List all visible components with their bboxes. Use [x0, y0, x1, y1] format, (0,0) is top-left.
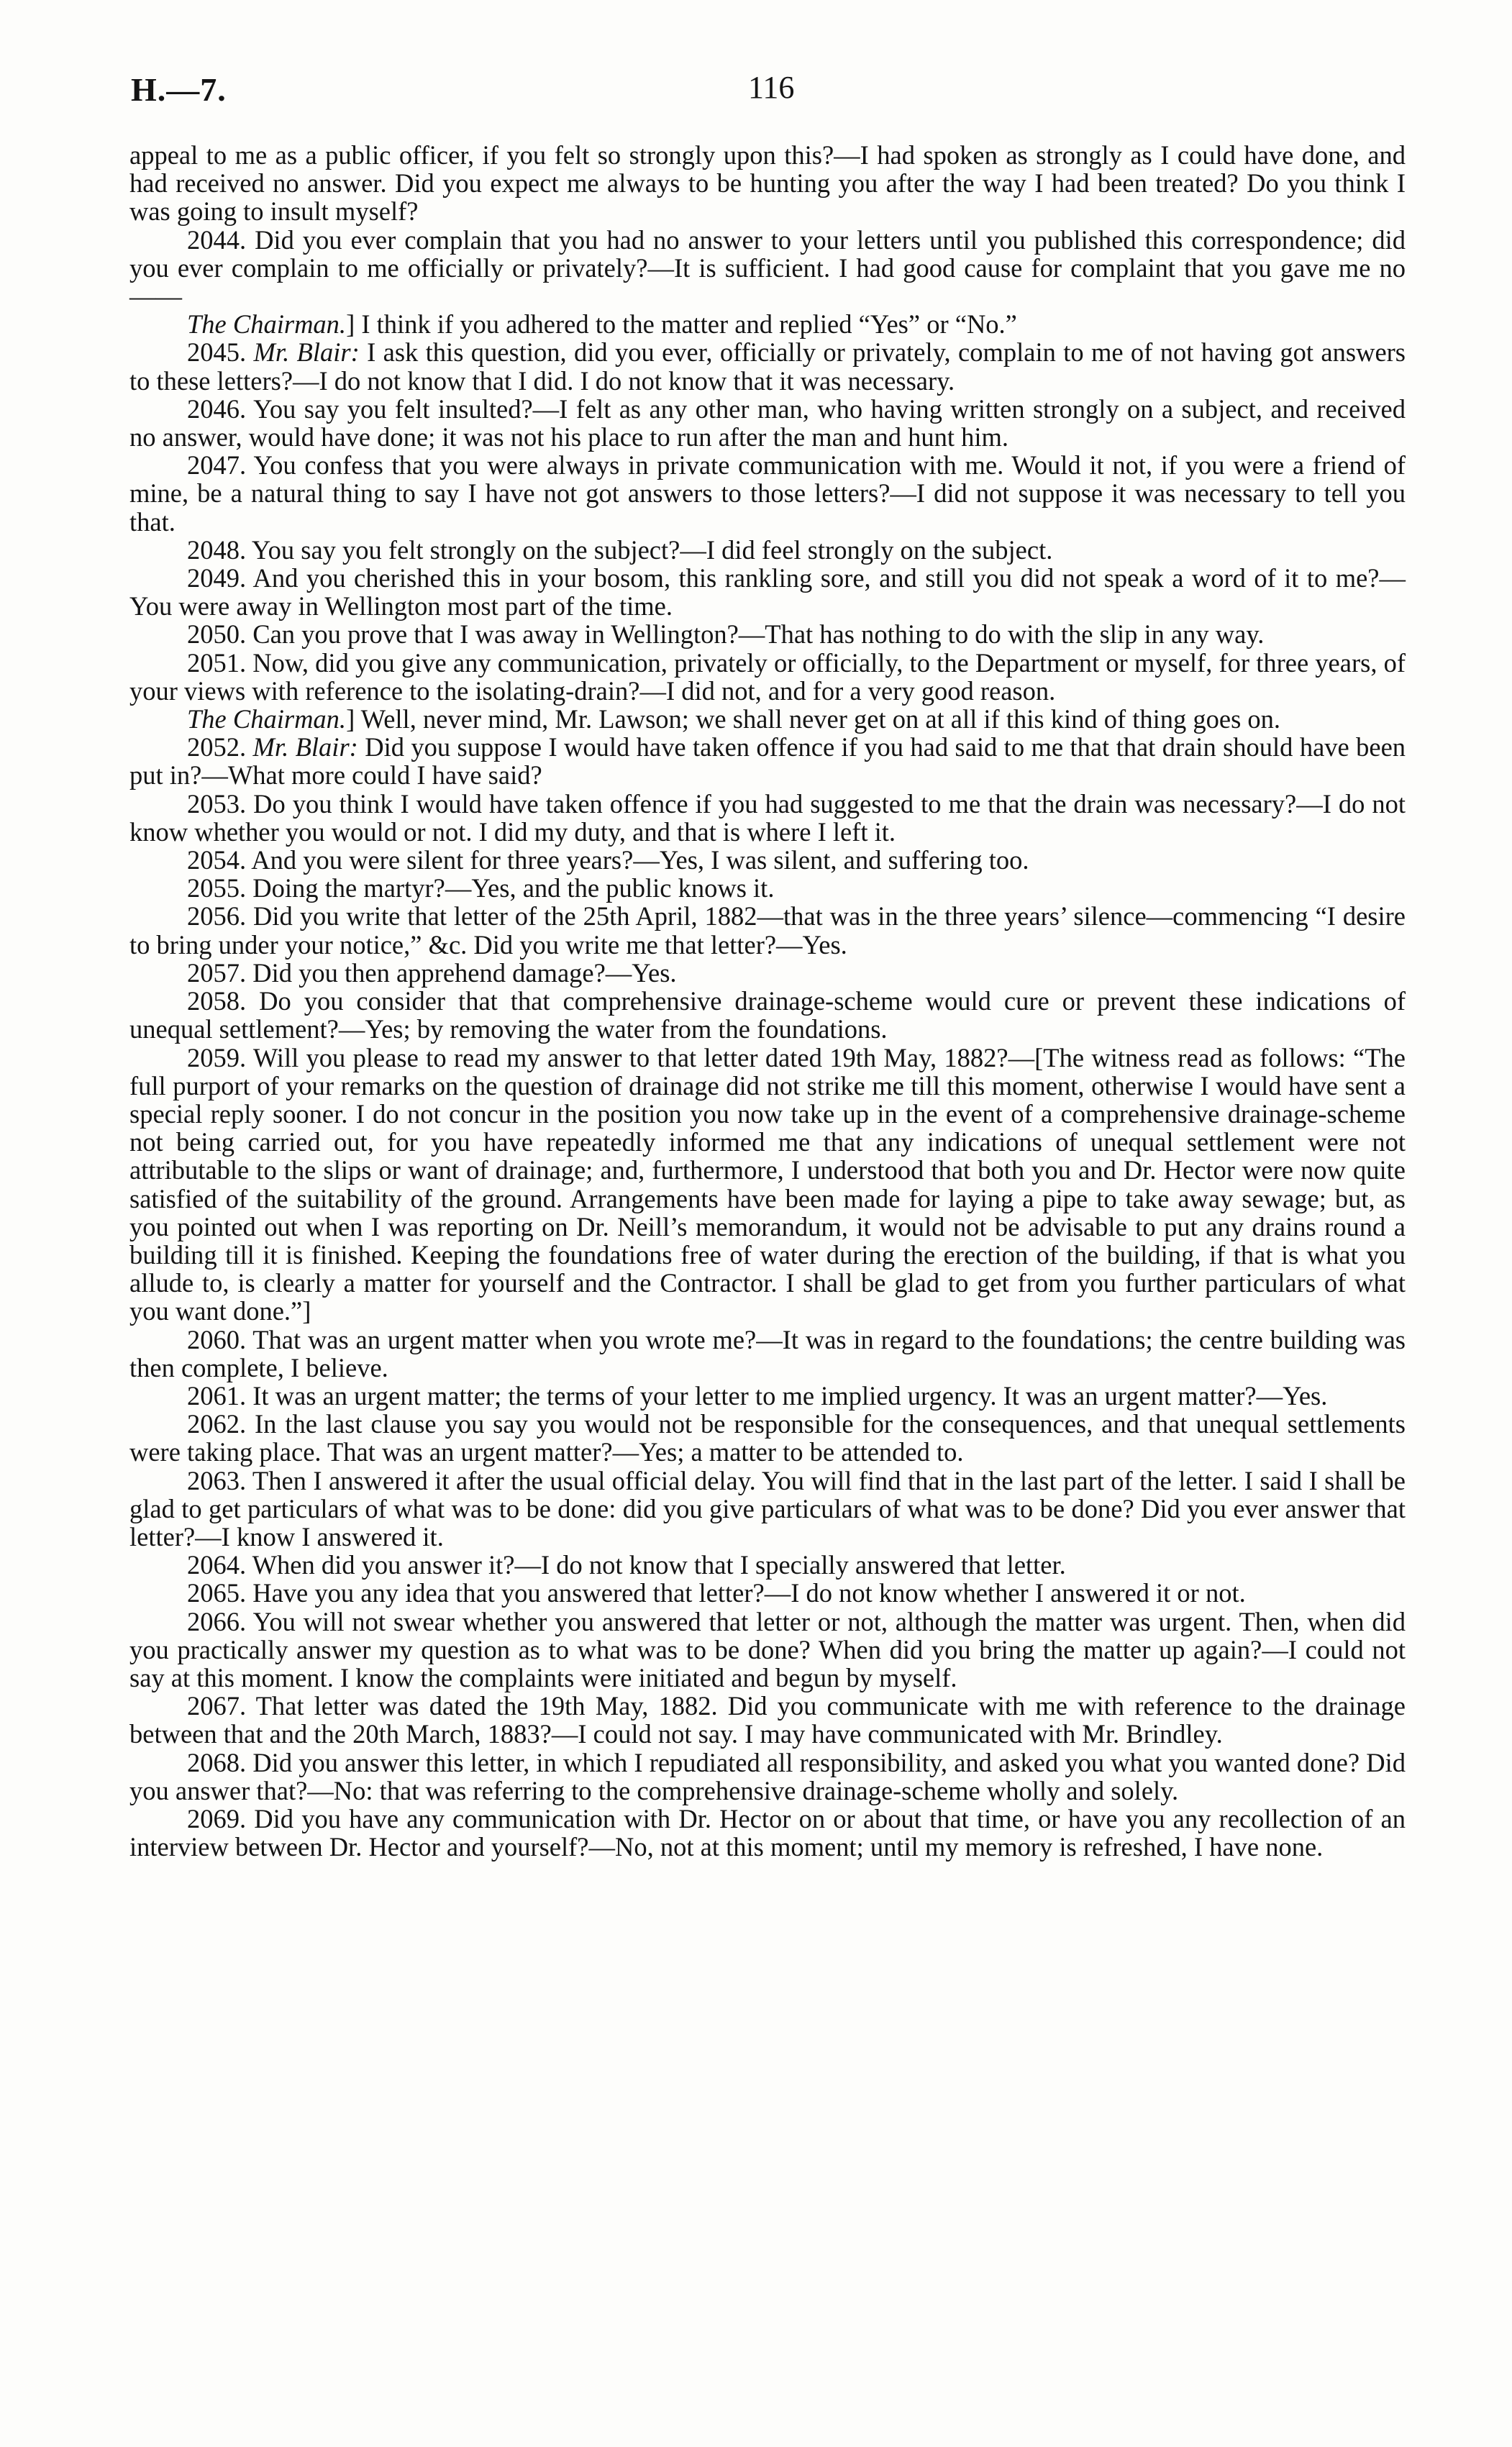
question-number: 2062. — [187, 1409, 255, 1439]
paragraph-text: Did you suppose I would have taken offence if you had said to me that that drain should have been put in?—What more could I have said? — [129, 732, 1406, 790]
question-number: 2055. — [187, 873, 253, 903]
evidence-paragraph — [129, 1749, 1406, 1805]
evidence-paragraph — [129, 451, 1406, 536]
question-number: 2051. — [187, 647, 253, 678]
paragraph-text: Doing the martyr?—Yes, and the public knows it. — [252, 873, 775, 903]
question-number: 2050. — [187, 619, 253, 650]
question-number: 2044. — [187, 224, 255, 255]
paragraph-text: Now, did you give any communication, privately or officially, to the Department or myself, for three years, of your views with reference to the isolating-drain?—I did not, and for a very good reason. — [129, 647, 1406, 706]
question-number: 2056. — [187, 901, 254, 931]
question-number: 2061. — [187, 1380, 253, 1411]
evidence-paragraph — [129, 141, 1406, 226]
evidence-paragraph — [129, 790, 1406, 846]
evidence-paragraph — [129, 1551, 1406, 1579]
paragraph-text: Then I answered it after the usual official delay. You will find that in the last part of the letter. I said I shall be glad to get particulars of what was to be done: did you give particulars of what was to be done? Did you ever answer that letter?—I know I answered it. — [129, 1465, 1406, 1551]
question-number: 2054. — [187, 845, 252, 875]
question-number: 2049. — [187, 563, 253, 593]
evidence-paragraph — [129, 536, 1406, 564]
paragraph-text: appeal to me as a public officer, if you felt so strongly upon this?—I had spoken as strongly as I could have done, and had received no answer. Did you expect me always to be hunting you after the way I had been treated? Do you think I was going to insult myself? — [129, 140, 1406, 227]
question-number: 2068. — [187, 1747, 253, 1777]
paragraph-text: Did you ever complain that you had no answer to your letters until you published this correspondence; did you ever complain to me officially or privately?—It is sufficient. I had good cause for complaint that you gave me no—— — [129, 224, 1406, 311]
paragraph-text: You confess that you were always in private communication with me. Would it not, if you were a friend of mine, be a natural thing to say I have not got answers to those letters?—I did not suppose it was necessary to tell you that. — [129, 450, 1406, 537]
paragraph-text: You will not swear whether you answered that letter or not, although the matter was urgent. Then, when did you practically answer my question as to what was to be done? When did you bring the matter up again?—I could not say at this moment. I know the complaints were initiated and begun by myself. — [129, 1606, 1406, 1692]
question-number: 2063. — [187, 1465, 252, 1495]
paragraph-text: And you were silent for three years?—Yes, I was silent, and suffering too. — [251, 845, 1029, 875]
question-number: 2046. — [187, 393, 254, 424]
evidence-paragraph — [129, 705, 1406, 733]
evidence-paragraph — [129, 1044, 1406, 1326]
question-number: 2048. — [187, 534, 252, 565]
paragraph-text: Can you prove that I was away in Wellington?—That has nothing to do with the slip in any way. — [252, 619, 1265, 650]
paragraph-text: Have you any idea that you answered that letter?—I do not know whether I answered it or not. — [252, 1578, 1246, 1608]
evidence-paragraph — [129, 874, 1406, 902]
question-number: 2059. — [187, 1042, 253, 1072]
speaker-name: The Chairman. — [187, 704, 347, 734]
paragraph-text: I ask this question, did you ever, officially or privately, complain to me of not having got answers to these letters?—I do not know that I did. I do not know that it was necessary. — [129, 337, 1406, 396]
question-number: 2058. — [187, 986, 260, 1016]
evidence-paragraph — [129, 1805, 1406, 1861]
evidence-paragraph — [129, 1608, 1406, 1692]
paragraph-text: Did you answer this letter, in which I repudiated all responsibility, and asked you what you wanted done? Did you answer that?—No: that was referring to the comprehensive drainage-scheme wholly and solely. — [129, 1747, 1406, 1805]
paragraph-text: Did you have any communication with Dr. Hector on or about that time, or have you any recollection of an interview between Dr. Hector and yourself?—No, not at this moment; until my memory is refreshed, I have none. — [129, 1803, 1406, 1862]
paragraph-text: Will you please to read my answer to that letter dated 19th May, 1882?—[The witness read as follows: “The full purport of your remarks on the question of drainage did not strike me till this moment, otherwise I would have sent a special reply sooner. I do not concur in the position you now take up in the event of a comprehensive drainage-scheme not being carried out, for you have repeatedly informed me that any indications of unequal settlement were not attributable to the slips or want of drainage; and, furthermore, I understood that both you and Dr. Hector were now quite satisfied of the suitability of the ground. Arrangements have been made for laying a pipe to take away sewage; but, as you pointed out when I was reporting on Dr. Neill’s memorandum, it would not be advisable to put any drains round a building till it is finished. Keeping the foundations free of water during the erection of the building, if that is what you allude to, is clearly a matter for yourself and the Contractor. I shall be glad to get from you further particulars of what you want done.”] — [129, 1042, 1406, 1326]
paragraph-text: Did you write that letter of the 25th April, 1882—that was in the three years’ silence—commencing “I desire to bring under your notice,” &c. Did you write me that letter?—Yes. — [129, 901, 1406, 960]
paragraph-text: That was an urgent matter when you wrote me?—It was in regard to the foundations; the centre building was then complete, I believe. — [129, 1324, 1406, 1382]
question-number: 2060. — [187, 1324, 253, 1354]
evidence-paragraph — [129, 959, 1406, 987]
paragraph-text: You say you felt strongly on the subject?—I did feel strongly on the subject. — [251, 534, 1053, 565]
evidence-paragraph — [129, 987, 1406, 1043]
evidence-paragraph — [129, 226, 1406, 311]
question-number: 2057. — [187, 957, 253, 988]
question-number: 2064. — [187, 1550, 252, 1580]
question-number: 2066. — [187, 1606, 253, 1636]
evidence-text — [129, 141, 1406, 1861]
paragraph-text: Do you think I would have taken offence if you had suggested to me that the drain was necessary?—I do not know whether you would or not. I did my duty, and that is where I left it. — [129, 788, 1406, 847]
document-reference: H.—7. — [131, 71, 227, 108]
question-number: 2069. — [187, 1803, 255, 1833]
paragraph-text: Did you then apprehend damage?—Yes. — [252, 957, 677, 988]
evidence-paragraph — [129, 649, 1406, 705]
question-number: 2065. — [187, 1578, 253, 1608]
speaker-name: Mr. Blair: — [253, 337, 360, 368]
paragraph-text: And you cherished this in your bosom, this rankling sore, and still you did not speak a word of it to me?—You were away in Wellington most part of the time. — [129, 563, 1406, 621]
evidence-paragraph — [129, 1326, 1406, 1382]
evidence-paragraph — [129, 564, 1406, 620]
evidence-paragraph — [129, 1579, 1406, 1607]
question-number: 2053. — [187, 788, 254, 819]
question-number: 2047. — [187, 450, 254, 480]
paragraph-text: ] I think if you adhered to the matter and replied “Yes” or “No.” — [346, 309, 1017, 340]
paragraph-text: That letter was dated the 19th May, 1882. Did you communicate with me with reference to the drainage between that and the 20th March, 1883?—I could not say. I may have communicated with Mr. Brindley. — [129, 1691, 1406, 1749]
question-number: 2052. — [187, 732, 253, 762]
evidence-paragraph — [129, 1467, 1406, 1551]
evidence-paragraph — [129, 902, 1406, 958]
question-number: 2067. — [187, 1691, 256, 1721]
evidence-paragraph — [129, 310, 1406, 338]
paragraph-text: Do you consider that that comprehensive drainage-scheme would cure or prevent these indications of unequal settlement?—Yes; by removing the water from the foundations. — [129, 986, 1406, 1044]
evidence-paragraph — [129, 1692, 1406, 1748]
evidence-paragraph — [129, 733, 1406, 789]
paragraph-text: When did you answer it?—I do not know that I specially answered that letter. — [252, 1550, 1066, 1580]
question-number: 2045. — [187, 337, 254, 368]
evidence-paragraph — [129, 395, 1406, 451]
evidence-paragraph — [129, 620, 1406, 648]
evidence-paragraph — [129, 846, 1406, 874]
evidence-paragraph — [129, 1382, 1406, 1410]
evidence-paragraph — [129, 338, 1406, 394]
paragraph-text: It was an urgent matter; the terms of your letter to me implied urgency. It was an urgent matter?—Yes. — [252, 1380, 1328, 1411]
evidence-paragraph — [129, 1410, 1406, 1466]
speaker-name: Mr. Blair: — [252, 732, 358, 762]
speaker-name: The Chairman. — [187, 309, 347, 340]
page-number: 116 — [748, 70, 795, 105]
paragraph-text: In the last clause you say you would not be responsible for the consequences, and that unequal settlements were taking place. That was an urgent matter?—Yes; a matter to be attended to. — [129, 1409, 1406, 1467]
paragraph-text: You say you felt insulted?—I felt as any other man, who having written strongly on a subject, and received no answer, would have done; it was not his place to run after the man and hunt him. — [129, 393, 1406, 452]
paragraph-text: ] Well, never mind, Mr. Lawson; we shall never get on at all if this kind of thing goes on. — [346, 704, 1281, 734]
